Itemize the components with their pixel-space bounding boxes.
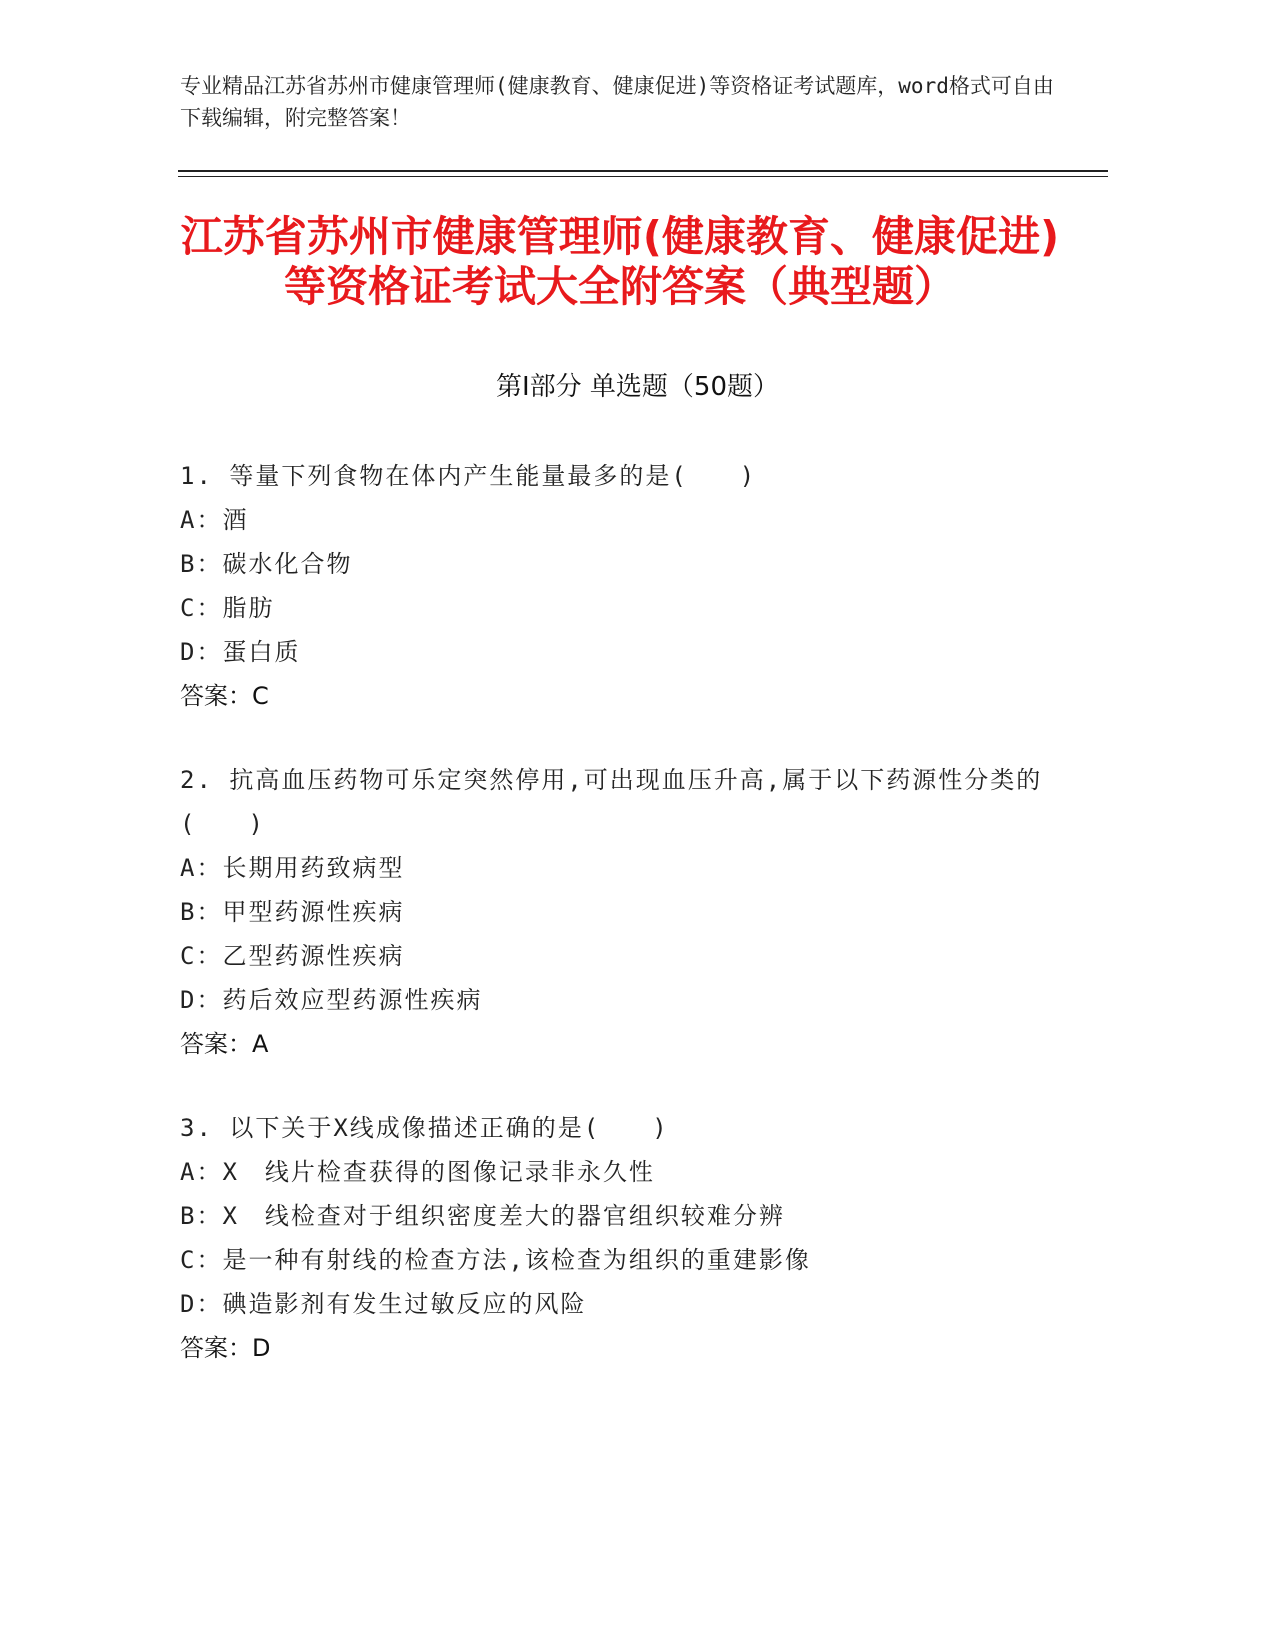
section-title: 第Ⅰ部分 单选题（50题） bbox=[495, 372, 780, 402]
option-b: B：甲型药源性疾病 bbox=[180, 898, 405, 926]
option-c: C：是一种有射线的检查方法,该检查为组织的重建影像 bbox=[180, 1246, 811, 1274]
option-b: B：碳水化合物 bbox=[180, 550, 353, 578]
question-text: 1. 等量下列食物在体内产生能量最多的是( ) bbox=[180, 462, 757, 490]
answer-line: 答案：D bbox=[180, 1334, 271, 1362]
option-a: A：X 线片检查获得的图像记录非永久性 bbox=[180, 1158, 655, 1186]
question-text: 3. 以下关于X线成像描述正确的是( ) bbox=[180, 1114, 669, 1142]
option-a: A：长期用药致病型 bbox=[180, 854, 405, 882]
header-note: 专业精品江苏省苏州市健康管理师(健康教育、健康促进)等资格证考试题库，word格式可自由下载编辑，附完整答案！ bbox=[180, 74, 1054, 130]
document-title: 江苏省苏州市健康管理师(健康教育、健康促进)等资格证考试大全附答案（典型题） bbox=[180, 212, 1060, 311]
option-d: D：碘造影剂有发生过敏反应的风险 bbox=[180, 1290, 587, 1318]
option-b: B：X 线检查对于组织密度差大的器官组织较难分辨 bbox=[180, 1202, 785, 1230]
option-d: D：药后效应型药源性疾病 bbox=[180, 986, 483, 1014]
option-c: C：脂肪 bbox=[180, 594, 275, 622]
question-block-2 bbox=[180, 758, 1050, 1066]
question-block-1 bbox=[180, 454, 1050, 718]
option-d: D：蛋白质 bbox=[180, 638, 301, 666]
option-c: C：乙型药源性疾病 bbox=[180, 942, 405, 970]
answer-line: 答案：C bbox=[180, 682, 269, 710]
question-text: 2. 抗高血压药物可乐定突然停用,可出现血压升高,属于以下药源性分类的( ) bbox=[180, 766, 1043, 838]
answer-line: 答案：A bbox=[180, 1030, 269, 1058]
header-divider-thin bbox=[178, 176, 1108, 177]
question-block-3 bbox=[180, 1106, 1050, 1370]
option-a: A：酒 bbox=[180, 506, 249, 534]
header-divider-thick bbox=[178, 170, 1108, 172]
